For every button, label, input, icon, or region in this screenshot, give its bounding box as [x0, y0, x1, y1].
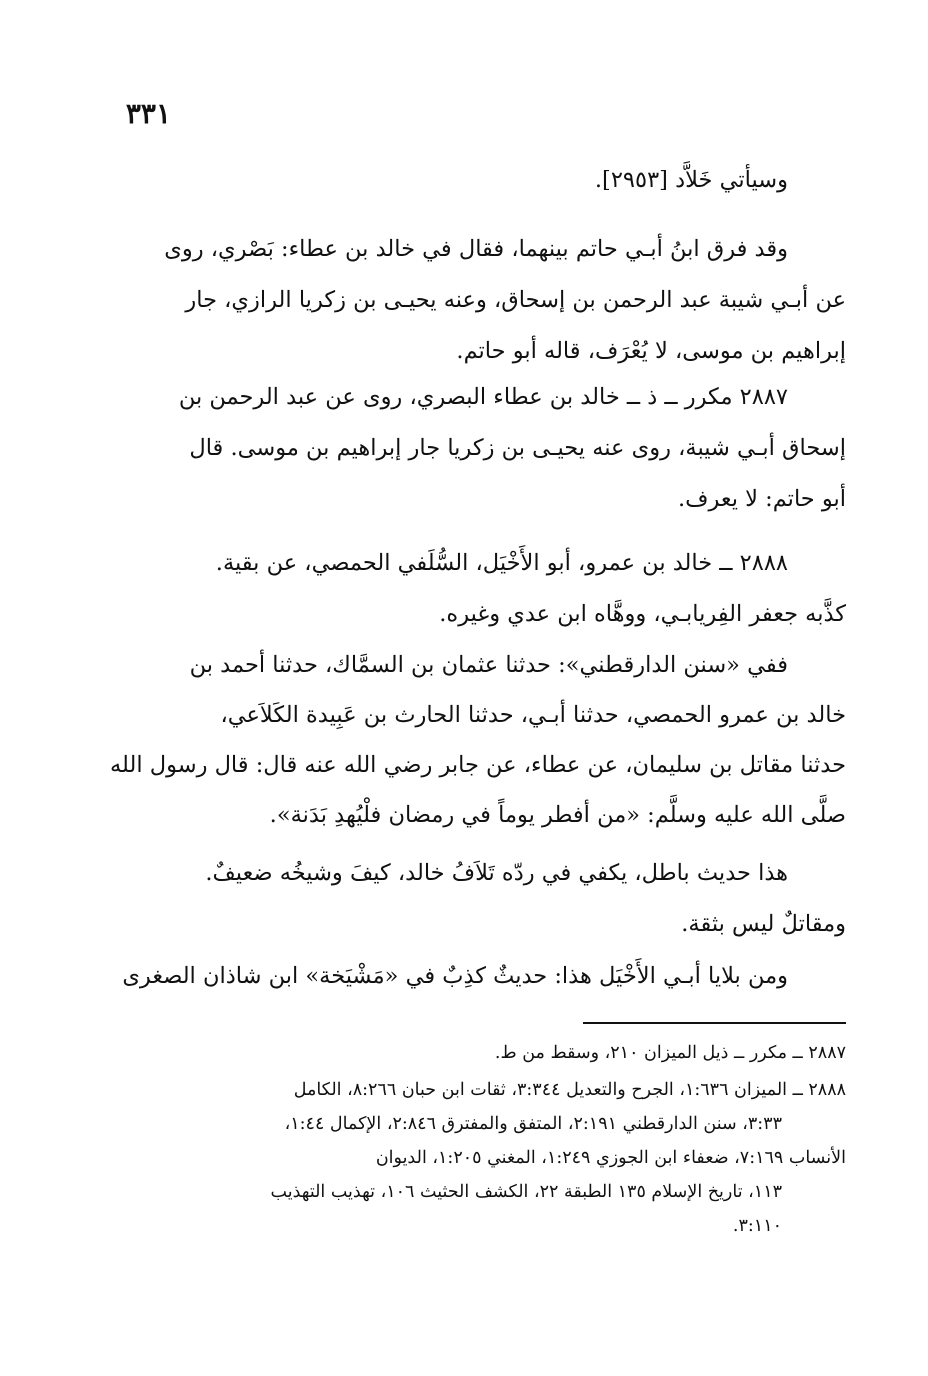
- footnote-2887: [82, 1036, 846, 1070]
- text-line: صلَّى الله عليه وسلَّم: «من أفطر يوماً في رمضان فلْيُهدِ بَدَنة».: [269, 802, 846, 828]
- text-line: هذا حديث باطل، يكفي في ردّه تَلاَفُ خالد، كيفَ وشيخُه ضعيفٌ.: [205, 860, 788, 886]
- text-line: ٢٨٨٧ مكرر ــ ذ ــ خالد بن عطاء البصري، روى عن عبد الرحمن بن: [178, 384, 788, 410]
- footnote-line: ٢٨٨٨ ــ الميزان ١:٦٣٦، الجرح والتعديل ٣:٣٤٤، ثقات ابن حبان ٨:٢٦٦، الكامل: [293, 1080, 846, 1100]
- text-line: أبو حاتم: لا يعرف.: [677, 486, 846, 512]
- footnote-line: ٢٨٨٧ ــ مكرر ــ ذيل الميزان ٢١٠، وسقط من ط.: [494, 1043, 846, 1063]
- paragraph-batil: [82, 848, 846, 950]
- text-line: وقد فرق ابنُ أبـي حاتم بينهما، فقال في خالد بن عطاء: بَصْري، روى: [164, 236, 788, 262]
- footnote-line: ٣:١١٠.: [732, 1216, 782, 1236]
- footnote-line: الأنساب ٧:١٦٩، ضعفاء ابن الجوزي ١:٢٤٩، المغني ١:٢٠٥، الديوان: [375, 1148, 846, 1168]
- text-line: ومن بلايا أبـي الأَخْيَل هذا: حديثٌ كذِبٌ في «مَشْيَخة» ابن شاذان الصغرى: [122, 963, 788, 989]
- text-line: عن أبـي شيبة عبد الرحمن بن إسحاق، وعنه يحيـى بن زكريا الرازي، جار: [185, 287, 846, 313]
- footnotes: [82, 1036, 846, 1243]
- page-number: ٣٣١: [125, 97, 171, 130]
- text-line: حدثنا مقاتل بن سليمان، عن عطاء، عن جابر رضي الله عنه قال: قال رسول الله: [109, 752, 846, 778]
- text-line: ٢٨٨٨ ــ خالد بن عمرو، أبو الأَخْيَل، السُّلَفي الحمصي، عن بقية.: [215, 550, 788, 576]
- paragraph-difference: [82, 224, 846, 377]
- text-line: إبراهيم بن موسى، لا يُعْرَف، قاله أبو حاتم.: [456, 338, 846, 364]
- footnote-2888: [82, 1073, 846, 1243]
- entry-2888: [82, 538, 846, 640]
- footnote-divider: [583, 1022, 846, 1024]
- text-line: ففي «سنن الدارقطني»: حدثنا عثمان بن السمَّاك، حدثنا أحمد بن: [189, 652, 788, 678]
- text-line: خالد بن عمرو الحمصي، حدثنا أبـي، حدثنا الحارث بن عَبِيدة الكَلاَعي،: [220, 702, 846, 728]
- text-line: إسحاق أبـي شيبة، روى عنه يحيـى بن زكريا جار إبراهيم بن موسى. قال: [189, 435, 846, 461]
- footnote-line: ١١٣، تاريخ الإسلام ١٣٥ الطبقة ٢٢، الكشف الحثيث ١٠٦، تهذيب التهذيب: [270, 1182, 782, 1202]
- paragraph-intro: [24, 160, 846, 200]
- footnote-line: ٣:٣٣، سنن الدارقطني ٢:١٩١، المتفق والمفترق ٢:٨٤٦، الإكمال ١:٤٤،: [284, 1114, 782, 1134]
- paragraph-balaya: [82, 954, 846, 998]
- text-line: وسيأتي خَلاَّد [٢٩٥٣].: [594, 167, 788, 193]
- text-line: ومقاتلٌ ليس بثقة.: [681, 911, 846, 937]
- text-line: كذَّبه جعفر الفِريابـي، ووهَّاه ابن عدي وغيره.: [439, 601, 846, 627]
- paragraph-sunan: [82, 640, 846, 840]
- entry-2887: [82, 372, 846, 525]
